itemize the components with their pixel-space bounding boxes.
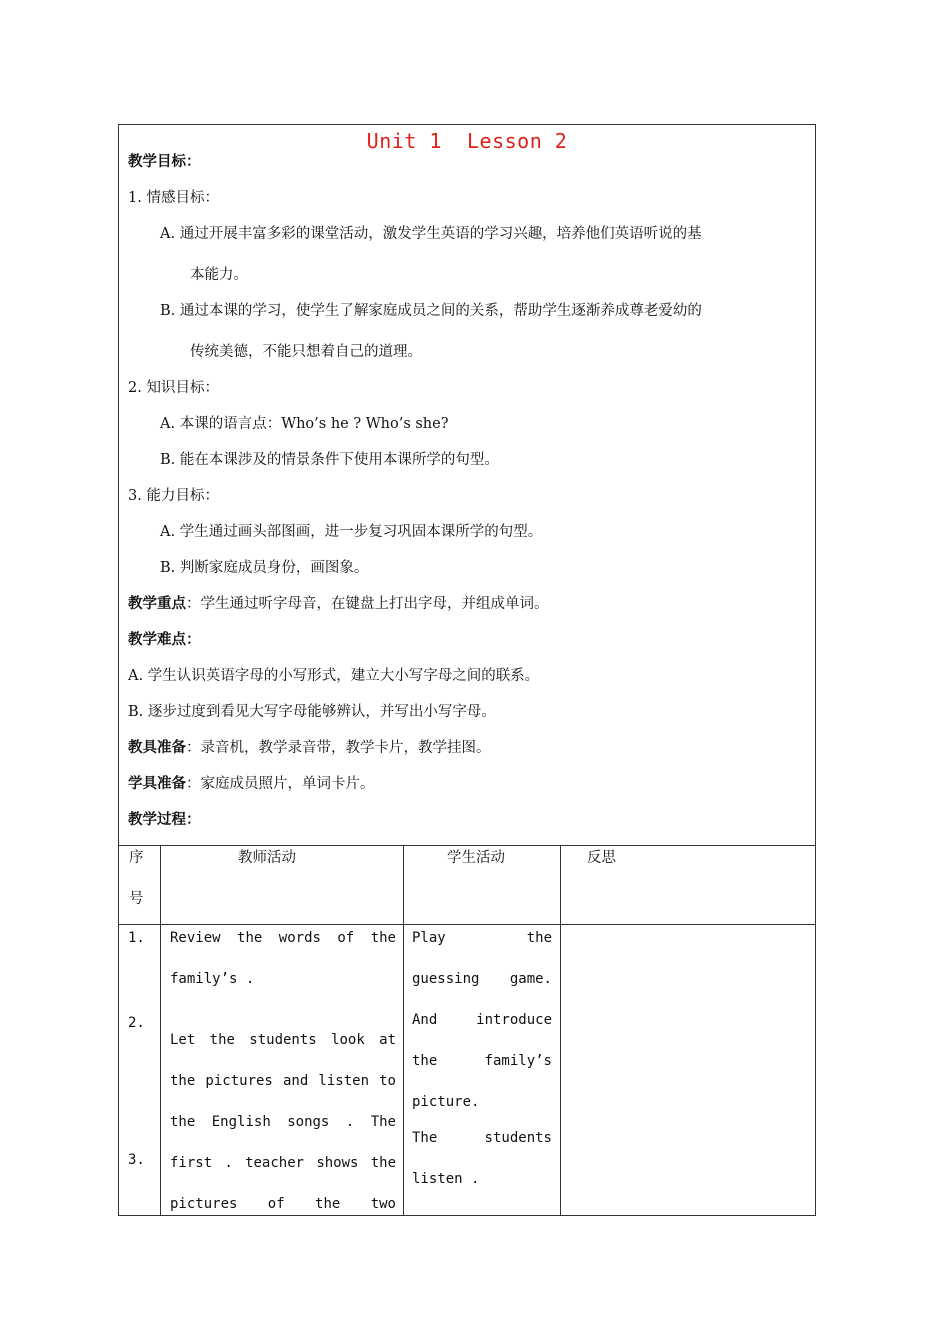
goal-1-heading: 1. 情感目标： [128, 190, 219, 206]
goal-3-heading: 3. 能力目标： [128, 488, 219, 504]
student-tools-text: ：家庭成员照片，单词卡片。 [186, 776, 375, 792]
goals-heading: 教学目标： [128, 154, 201, 170]
student-activity-line: listen . [412, 1171, 480, 1187]
goal-2-b: B. 能在本课涉及的情景条件下使用本课所学的句型。 [160, 452, 499, 468]
goal-1-b-line-2: 传统美德，不能只想着自己的道理。 [190, 344, 422, 360]
teacher-tools-text: ：录音机，教学录音带，教学卡片，教学挂图。 [186, 740, 491, 756]
table-divider-2 [403, 845, 404, 1216]
page-title: Unit 1 Lesson 2 [366, 129, 568, 153]
table-divider-3 [560, 845, 561, 1216]
teacher-activity-line: pictures of the two [170, 1196, 396, 1212]
teacher-activity-line: Let the students look at [170, 1032, 396, 1048]
teacher-activity-line: Review the words of the [170, 930, 396, 946]
goal-3-b: B. 判断家庭成员身份，画图象。 [160, 560, 369, 576]
teacher-tools [128, 738, 491, 758]
goal-3-a: A. 学生通过画头部图画，进一步复习巩固本课所学的句型。 [160, 524, 543, 540]
teacher-activity-line: family’s . [170, 971, 255, 987]
goal-2-heading: 2. 知识目标： [128, 380, 219, 396]
table-divider-1 [160, 845, 161, 1216]
header-teacher: 教师活动 [238, 850, 296, 866]
teacher-tools-label: 教具准备 [128, 740, 186, 756]
difficulty-heading: 教学难点： [128, 632, 201, 648]
goal-1-b-line-1: B. 通过本课的学习，使学生了解家庭成员之间的关系，帮助学生逐渐养成尊老爱幼的 [160, 303, 702, 319]
teacher-activity-line: first . teacher shows the [170, 1155, 396, 1171]
table-header-rule [118, 924, 816, 925]
header-number-line-2: 号 [129, 891, 144, 907]
student-activity-line: picture. [412, 1094, 480, 1110]
table-top-rule [118, 845, 816, 846]
key-points-label: 教学重点 [128, 596, 186, 612]
row-number-3: 3. [128, 1152, 145, 1168]
row-number-1: 1. [128, 930, 145, 946]
student-tools-label: 学具准备 [128, 776, 186, 792]
key-points [128, 594, 549, 614]
difficulty-a: A. 学生认识英语字母的小写形式，建立大小写字母之间的联系。 [128, 668, 540, 684]
goal-1-a-line-2: 本能力。 [190, 267, 248, 283]
student-tools [128, 774, 375, 794]
teacher-activity-line: the English songs . The [170, 1114, 396, 1130]
teacher-activity-line: the pictures and listen to [170, 1073, 396, 1089]
header-number-line-1: 序 [129, 850, 144, 866]
student-activity-line: Play the [412, 930, 552, 946]
difficulty-b: B. 逐步过度到看见大写字母能够辨认，并写出小写字母。 [128, 704, 496, 720]
student-activity-line: And introduce [412, 1012, 552, 1028]
key-points-text: ：学生通过听字母音，在键盘上打出字母，并组成单词。 [186, 596, 549, 612]
student-activity-line: guessing game. [412, 971, 552, 987]
goal-1-a-line-1: A. 通过开展丰富多彩的课堂活动，激发学生英语的学习兴趣，培养他们英语听说的基 [160, 226, 702, 242]
student-activity-line: The students [412, 1130, 552, 1146]
process-heading: 教学过程： [128, 812, 201, 828]
row-number-2: 2. [128, 1015, 145, 1031]
student-activity-line: the family’s [412, 1053, 552, 1069]
header-reflection: 反思 [587, 850, 616, 866]
header-student: 学生活动 [447, 850, 505, 866]
goal-2-a: A. 本课的语言点：Who’s he ? Who’s she? [160, 416, 449, 432]
